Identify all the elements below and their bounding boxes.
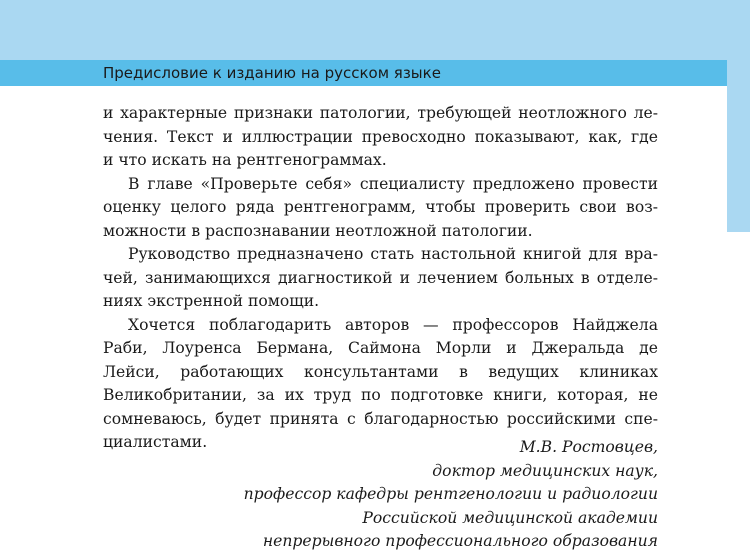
top-decorative-band [0, 0, 750, 60]
text-line: оценку целого ряда рентгенограмм, чтобы проверить свои воз- [103, 198, 658, 216]
signature-position: профессор кафедры рентгенологии и радиологии [243, 485, 658, 503]
text-line: чения. Текст и иллюстрации превосходно показывают, как, где [103, 127, 658, 146]
text-line: чей, занимающихся диагностикой и лечением больных в отделе- [103, 268, 658, 287]
text-line: Раби, Лоуренса Бермана, Саймона Морли и Джеральда де [103, 339, 658, 357]
text-line: Хочется поблагодарить авторов — профессоров Найджела [128, 315, 658, 334]
text-line: ниях экстренной помощи. [103, 292, 320, 310]
text-line: Руководство предназначено стать настольной книгой для вра- [128, 245, 658, 263]
signature-education: непрерывного профессионального образования [262, 532, 658, 550]
side-page-tab [727, 60, 750, 232]
signature-block [244, 436, 658, 554]
body-text [103, 102, 658, 455]
text-line: и что искать на рентгенограммах. [103, 151, 387, 169]
text-line: Лейси, работающих консультантами в ведущих клиниках [103, 362, 658, 381]
text-line: Великобритании, за их труд по подготовке книги, которая, не [103, 386, 658, 404]
running-header-title: Предисловие к изданию на русском языке [103, 64, 441, 82]
text-line: сомневаюсь, будет принята с благодарностью российскими спе- [103, 409, 658, 428]
text-line: и характерные признаки патологии, требующей неотложного ле- [103, 104, 658, 122]
signature-name: М.В. Ростовцев, [519, 438, 658, 456]
text-line: циалистами. [103, 433, 208, 451]
text-line: можности в распознавании неотложной патологии. [103, 221, 533, 240]
signature-academy: Российской медицинской академии [362, 508, 658, 527]
signature-degree: доктор медицинских наук, [432, 461, 658, 480]
text-line: В главе «Проверьте себя» специалисту предложено провести [128, 174, 658, 193]
